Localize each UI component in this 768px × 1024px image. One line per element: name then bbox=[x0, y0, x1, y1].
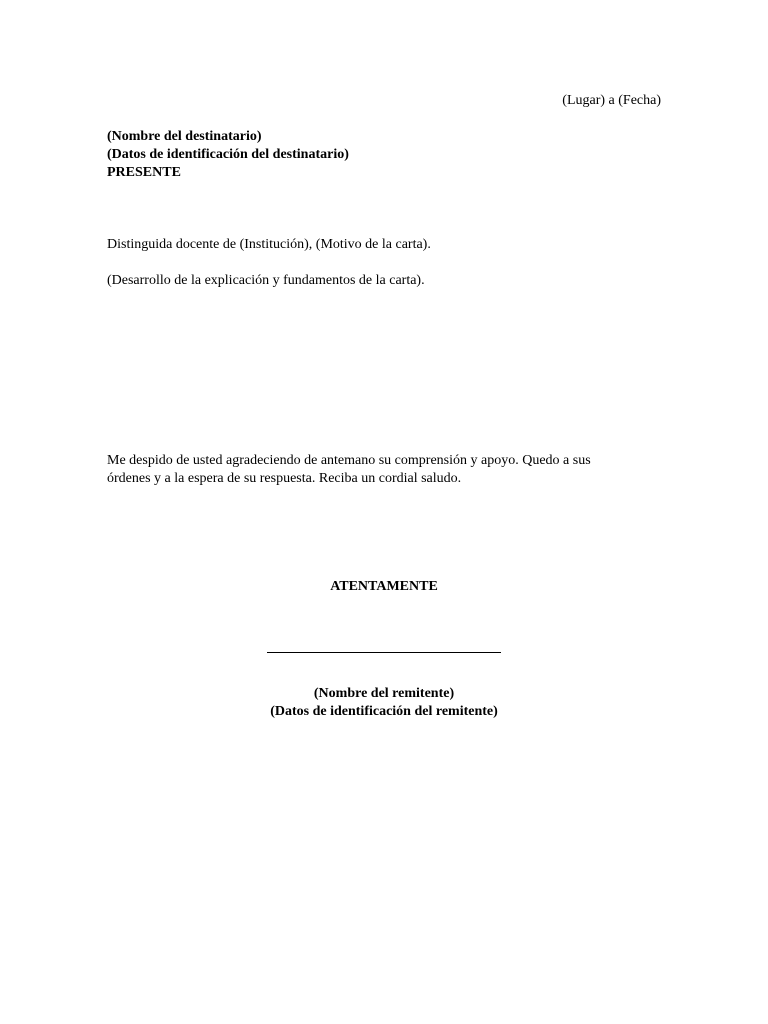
recipient-name: (Nombre del destinatario) bbox=[107, 129, 262, 144]
sender-name: (Nombre del remitente) bbox=[313, 686, 455, 701]
closing-line-2: órdenes y a la espera de su respuesta. Reciba un cordial saludo. bbox=[107, 471, 462, 486]
signature-line bbox=[267, 652, 501, 653]
development-paragraph: (Desarrollo de la explicación y fundamentos de la carta). bbox=[107, 273, 425, 288]
closing-line-1: Me despido de usted agradeciendo de antemano su comprensión y apoyo. Quedo a sus bbox=[107, 453, 591, 468]
place-date: (Lugar) a (Fecha) bbox=[562, 93, 661, 108]
sender-identification: (Datos de identificación del remitente) bbox=[270, 704, 498, 719]
recipient-block bbox=[107, 128, 349, 182]
recipient-identification: (Datos de identificación del destinatario) bbox=[107, 147, 349, 162]
closing-paragraph bbox=[107, 452, 667, 488]
recipient-presente: PRESENTE bbox=[107, 165, 181, 180]
sign-off: ATENTAMENTE bbox=[330, 579, 438, 594]
sender-block bbox=[0, 685, 768, 721]
greeting-paragraph: Distinguida docente de (Institución), (Motivo de la carta). bbox=[107, 237, 431, 252]
